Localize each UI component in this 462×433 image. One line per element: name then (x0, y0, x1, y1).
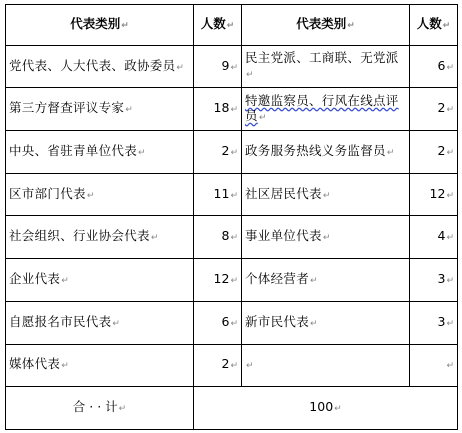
category-cell (242, 131, 410, 174)
header-count-1 (194, 5, 242, 46)
count-cell (410, 216, 458, 259)
table-row (6, 173, 458, 216)
category-cell (6, 88, 194, 131)
paragraph-mark: ↵ (246, 70, 254, 80)
category-cell (242, 216, 410, 259)
paragraph-mark: ↵ (230, 233, 238, 244)
paragraph-mark: ↵ (61, 276, 70, 287)
count-text: 2 (437, 142, 446, 158)
category-cell (242, 301, 410, 344)
paragraph-mark: ↵ (230, 147, 238, 158)
category-text: 个体经营者 (245, 271, 310, 287)
category-cell (6, 259, 194, 302)
paragraph-mark: ↵ (125, 105, 134, 116)
header-category-1 (6, 5, 194, 46)
paragraph-mark: ↵ (61, 361, 70, 372)
paragraph-mark: ↵ (230, 105, 238, 116)
header-row (6, 5, 458, 46)
category-cell (6, 173, 194, 216)
category-cell (242, 173, 410, 216)
paragraph-mark: ↵ (446, 361, 454, 372)
paragraph-mark: ↵ (446, 190, 454, 201)
paragraph-mark: ↵ (347, 20, 355, 31)
table-row (6, 45, 458, 88)
count-text: 6 (437, 57, 446, 73)
category-text: 媒体代表 (9, 356, 61, 372)
paragraph-mark: ↵ (230, 276, 238, 287)
category-cell (6, 131, 194, 174)
category-cell (6, 216, 194, 259)
paragraph-mark: ↵ (121, 20, 129, 31)
category-text: 中央、省驻青单位代表 (9, 142, 138, 158)
category-text: 党代表、人大代表、政协委员 (9, 57, 176, 73)
count-cell (410, 259, 458, 302)
paragraph-mark: ↵ (442, 20, 451, 31)
total-value: 100 (309, 399, 334, 415)
paragraph-mark: ↵ (86, 190, 95, 201)
paragraph-mark: ↵ (112, 318, 121, 329)
count-cell (410, 301, 458, 344)
table-row (6, 344, 458, 387)
paragraph-mark: ↵ (138, 147, 146, 158)
paragraph-mark: ↵ (446, 318, 454, 329)
count-text: 11 (213, 185, 230, 201)
count-text: 8 (221, 228, 230, 244)
count-text: 18 (213, 100, 230, 116)
header-count-1-text: 人数 (200, 15, 226, 31)
count-cell (410, 88, 458, 131)
table-row (6, 216, 458, 259)
total-label-cell (6, 387, 194, 430)
paragraph-mark: ↵ (322, 233, 331, 244)
header-category-2-text: 代表类别 (296, 15, 347, 31)
category-text: 新市民代表 (245, 313, 310, 329)
count-cell (194, 216, 242, 259)
paragraph-mark: ↵ (310, 318, 318, 329)
header-category-2 (242, 5, 410, 46)
category-text: 自愿报名市民代表 (9, 313, 112, 329)
paragraph-mark: ↵ (386, 147, 395, 158)
paragraph-mark: ↵ (446, 276, 454, 287)
category-text: 事业单位代表 (245, 228, 322, 244)
paragraph-mark: ↵ (230, 318, 238, 329)
paragraph-mark: ↵ (334, 404, 342, 415)
category-text: 社区居民代表 (245, 185, 322, 201)
count-cell (194, 259, 242, 302)
count-text: 9 (221, 57, 230, 73)
paragraph-mark: ↵ (446, 62, 454, 73)
paragraph-mark: ↵ (230, 62, 238, 73)
header-count-2 (410, 5, 458, 46)
count-text: 2 (221, 142, 230, 158)
count-cell (410, 131, 458, 174)
count-text: 2 (437, 100, 446, 116)
count-cell (410, 173, 458, 216)
count-text: 12 (429, 185, 446, 201)
category-cell (6, 45, 194, 88)
total-value-cell (194, 387, 458, 430)
paragraph-mark: ↵ (150, 233, 159, 244)
count-text: 3 (437, 271, 446, 287)
paragraph-mark: ↵ (322, 190, 331, 201)
category-cell (242, 259, 410, 302)
count-cell (194, 173, 242, 216)
paragraph-mark: ↵ (446, 233, 454, 244)
count-text: 6 (221, 313, 230, 329)
category-text: 社会组织、行业协会代表 (9, 228, 150, 244)
category-cell (242, 344, 410, 387)
count-cell (410, 344, 458, 387)
paragraph-mark: ↵ (230, 190, 238, 201)
count-cell (194, 45, 242, 88)
category-cell (6, 344, 194, 387)
count-cell (194, 88, 242, 131)
paragraph-mark: ↵ (258, 112, 267, 123)
table-row (6, 131, 458, 174)
header-category-1-text: 代表类别 (70, 15, 121, 31)
category-text: 民主党派、工商联、无党派 (245, 50, 399, 65)
header-count-2-text: 人数 (416, 15, 442, 31)
count-cell (194, 131, 242, 174)
category-cell (242, 88, 410, 131)
count-cell (194, 301, 242, 344)
category-cell (242, 45, 410, 88)
paragraph-mark: ↵ (446, 147, 454, 158)
representatives-table (5, 4, 458, 430)
category-text: 政务服务热线义务监督员 (245, 142, 386, 158)
table-row (6, 301, 458, 344)
paragraph-mark: ↵ (446, 105, 454, 116)
table-row (6, 88, 458, 131)
total-row (6, 387, 458, 430)
paragraph-mark: ↵ (310, 276, 318, 287)
category-text: 企业代表 (9, 271, 61, 287)
paragraph-mark: ↵ (246, 361, 254, 372)
count-text: 3 (437, 313, 446, 329)
category-text: 第三方督查评议专家 (9, 100, 125, 116)
count-text: 4 (437, 228, 446, 244)
count-text: 12 (213, 271, 230, 287)
paragraph-mark: ↵ (230, 361, 238, 372)
count-text: 2 (221, 356, 230, 372)
category-text: 区市部门代表 (9, 185, 86, 201)
table-row (6, 259, 458, 302)
category-text: 特邀监察员、行风在线点评员 (245, 92, 399, 123)
paragraph-mark: ↵ (176, 62, 185, 73)
category-cell (6, 301, 194, 344)
total-label: 合 · · 计 (72, 399, 118, 415)
count-cell (194, 344, 242, 387)
paragraph-mark: ↵ (118, 404, 127, 415)
count-cell (410, 45, 458, 88)
paragraph-mark: ↵ (226, 20, 235, 31)
